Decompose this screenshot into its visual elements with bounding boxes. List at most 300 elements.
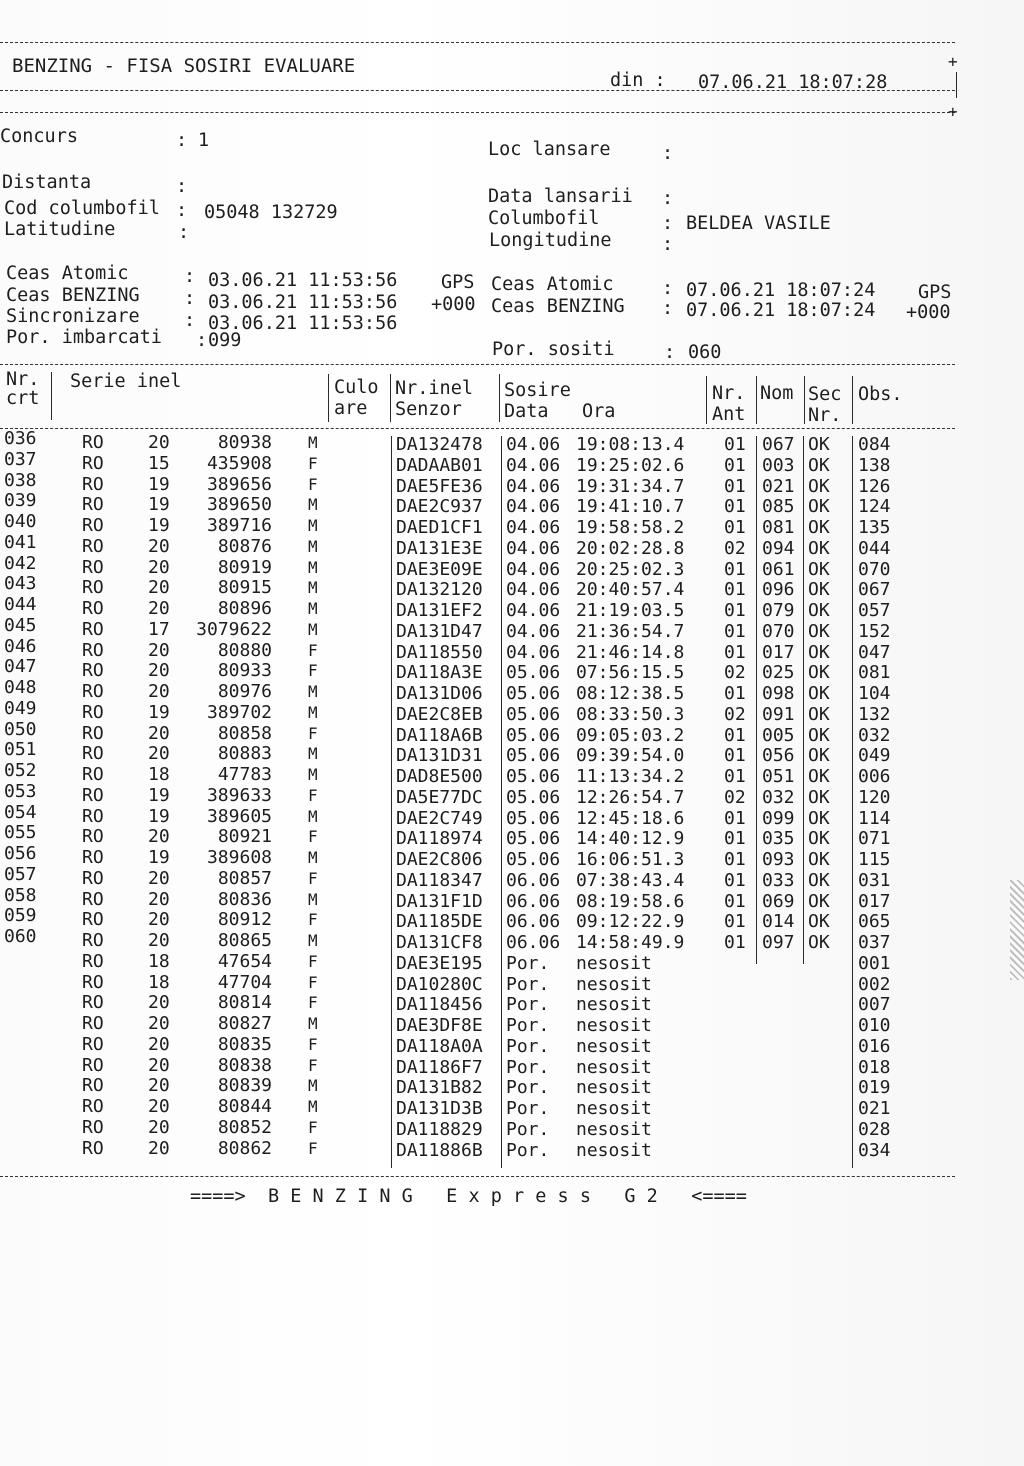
col-divider — [804, 376, 805, 424]
row-sec-nr: OK — [808, 475, 830, 497]
row-ring-number: 80921 — [217, 826, 272, 848]
row-year: 20 — [148, 722, 170, 744]
col-divider — [499, 374, 500, 422]
row-sec-nr: OK — [808, 454, 830, 476]
row-nr-crt: 037 — [4, 448, 37, 470]
row-sosire-data: 04.06 — [506, 517, 561, 538]
body-divider-nom — [756, 436, 757, 964]
row-senzor: DA1185DE — [396, 911, 483, 933]
row-sosire-data: Por. — [506, 1035, 550, 1057]
row-senzor: DA118829 — [396, 1118, 483, 1140]
row-country: RO — [82, 743, 104, 765]
columbofil-label: Columbofil — [488, 208, 600, 229]
row-obs: 115 — [858, 849, 891, 870]
row-sec-nr: OK — [808, 579, 830, 601]
row-year: 20 — [148, 743, 170, 765]
row-nr-ant: 01 — [724, 869, 746, 891]
row-ring-number: 80896 — [217, 598, 272, 619]
row-country: RO — [82, 867, 104, 889]
row-year: 20 — [148, 1033, 170, 1055]
row-nr-crt: 040 — [4, 511, 37, 532]
row-sex: F — [308, 640, 318, 660]
row-senzor: DA118A0A — [396, 1035, 483, 1057]
row-nr-crt: 048 — [4, 677, 37, 698]
row-sosire-ora: 07:56:15.5 — [576, 662, 685, 684]
latitudine-label: Latitudine — [4, 219, 116, 240]
table-bottom-rule — [0, 1176, 955, 1177]
row-senzor: DAE2C8EB — [396, 703, 483, 725]
row-sosire-data: Por. — [506, 952, 550, 974]
row-country: RO — [82, 909, 104, 931]
row-sosire-data: 04.06 — [506, 558, 561, 580]
row-sosire-data: 05.06 — [506, 745, 561, 767]
row-sosire-data: 05.06 — [506, 662, 561, 684]
row-year: 20 — [148, 681, 170, 702]
row-senzor: DA11886B — [396, 1139, 483, 1161]
row-ring-number: 80912 — [217, 909, 272, 931]
row-sex: F — [308, 972, 318, 992]
row-obs: 132 — [858, 703, 891, 725]
row-obs: 071 — [858, 828, 891, 850]
sincronizare-sep: : — [184, 310, 196, 331]
row-obs: 124 — [858, 496, 891, 518]
row-obs: 070 — [858, 558, 891, 580]
columbofil-sep: : — [662, 213, 674, 234]
row-ring-number: 80938 — [217, 432, 272, 453]
row-sosire-ora: nesosit — [576, 973, 652, 995]
row-sosire-data: 05.06 — [506, 766, 561, 787]
row-nom: 067 — [762, 434, 795, 455]
row-year: 20 — [148, 1137, 170, 1159]
row-nr-ant: 02 — [724, 537, 746, 559]
row-country: RO — [82, 1054, 104, 1076]
row-nr-ant: 01 — [724, 517, 746, 538]
row-year: 18 — [148, 950, 170, 972]
row-sosire-data: 05.06 — [506, 786, 561, 808]
row-sex: M — [308, 682, 318, 701]
row-senzor: DA131D47 — [396, 620, 483, 642]
row-sosire-data: Por. — [506, 1118, 550, 1140]
ceas-atomic-sep: : — [184, 266, 196, 287]
row-obs: 037 — [858, 932, 891, 953]
row-sex: F — [308, 723, 318, 743]
row-sec-nr: OK — [808, 890, 830, 912]
row-country: RO — [82, 950, 104, 972]
sincronizare-label: Sincronizare — [6, 306, 140, 327]
ceas-atomic-right-sep: : — [662, 278, 674, 299]
ceas-benzing-sep: : — [184, 288, 196, 309]
ceas-benzing-right-label: Ceas BENZING — [491, 296, 625, 317]
row-senzor: DA131D06 — [396, 683, 483, 704]
ceas-benzing-right-suffix: +000 — [906, 302, 951, 323]
row-senzor: DAE3DF8E — [396, 1015, 483, 1036]
row-sex: M — [308, 889, 318, 909]
row-nr-crt: 039 — [4, 490, 37, 512]
row-sosire-ora: nesosit — [576, 994, 652, 1016]
row-nom: 099 — [762, 807, 795, 829]
row-country: RO — [82, 598, 104, 619]
row-sosire-ora: nesosit — [576, 1077, 652, 1099]
ceas-benzing-right-value: 07.06.21 18:07:24 — [686, 300, 876, 321]
top-rule — [0, 42, 955, 43]
row-obs: 021 — [858, 1098, 891, 1119]
col-obs: Obs. — [858, 384, 903, 405]
row-nom: 093 — [762, 849, 795, 870]
col-nr-ant-line1: Nr. — [712, 383, 746, 404]
row-obs: 028 — [858, 1118, 891, 1140]
row-nr-crt: 053 — [4, 780, 37, 802]
row-sex: F — [308, 993, 318, 1013]
col-divider — [852, 376, 853, 424]
row-ring-number: 389633 — [206, 784, 272, 806]
concurs-value: 1 — [198, 130, 210, 151]
row-senzor: DAE3E09E — [396, 558, 483, 580]
row-nr-crt: 046 — [4, 635, 37, 657]
row-nr-crt: 060 — [4, 926, 37, 947]
row-sosire-data: 04.06 — [506, 475, 561, 497]
row-year: 15 — [148, 452, 170, 474]
row-nr-crt: 057 — [4, 863, 37, 885]
row-senzor: DAE2C937 — [396, 496, 483, 518]
row-country: RO — [82, 784, 104, 806]
row-senzor: DADAAB01 — [396, 454, 483, 476]
row-obs: 114 — [858, 807, 891, 829]
body-divider-sec — [803, 436, 804, 964]
col-nr-crt-line1: Nr. — [6, 369, 40, 390]
row-obs: 031 — [858, 869, 891, 891]
row-nom: 094 — [762, 537, 795, 559]
row-country: RO — [82, 515, 104, 536]
concurs-label: Concurs — [0, 126, 78, 147]
row-ring-number: 389650 — [206, 494, 272, 516]
footer-text: ====> B E N Z I N G E x p r e s s G 2 <==== — [190, 1186, 747, 1207]
row-ring-number: 80838 — [217, 1054, 272, 1076]
row-senzor: DA118347 — [396, 869, 483, 891]
row-sec-nr: OK — [808, 828, 830, 850]
row-nr-ant: 01 — [724, 828, 746, 850]
ceas-atomic-right-label: Ceas Atomic — [491, 274, 614, 295]
row-senzor: DAD8E500 — [396, 766, 483, 787]
row-ring-number: 80857 — [217, 867, 272, 889]
row-ring-number: 80814 — [217, 992, 272, 1014]
row-nom: 081 — [762, 517, 795, 538]
row-sosire-ora: 19:31:34.7 — [576, 475, 685, 497]
row-nr-ant: 02 — [724, 662, 746, 684]
row-country: RO — [82, 639, 104, 661]
row-year: 20 — [148, 432, 170, 453]
row-sosire-ora: 21:19:03.5 — [576, 600, 685, 621]
row-obs: 044 — [858, 537, 891, 559]
col-sec-line1: Sec — [808, 384, 842, 405]
row-sosire-ora: 19:08:13.4 — [576, 434, 685, 455]
row-country: RO — [82, 432, 104, 453]
row-year: 18 — [148, 764, 170, 785]
col-nom: Nom — [760, 383, 794, 404]
row-nr-crt: 052 — [4, 760, 37, 781]
row-country: RO — [82, 1096, 104, 1117]
row-year: 20 — [148, 1116, 170, 1138]
col-data-ora: Data Ora — [504, 401, 616, 422]
row-country: RO — [82, 618, 104, 640]
row-nr-ant: 01 — [724, 579, 746, 601]
row-ring-number: 389608 — [206, 847, 272, 868]
row-nr-ant: 01 — [724, 641, 746, 663]
row-sex: F — [308, 1055, 318, 1075]
row-nr-ant: 01 — [724, 849, 746, 870]
row-ring-number: 80915 — [217, 577, 272, 599]
row-sec-nr: OK — [808, 641, 830, 663]
body-divider-senzor — [391, 436, 392, 1168]
row-nr-crt: 051 — [4, 739, 37, 761]
row-sosire-ora: 19:58:58.2 — [576, 517, 685, 538]
row-senzor: DA118A3E — [396, 662, 483, 684]
frame-corner: + — [948, 52, 958, 71]
row-sosire-ora: 19:41:10.7 — [576, 496, 685, 518]
frame-corner: + — [948, 102, 958, 121]
row-ring-number: 80835 — [217, 1033, 272, 1055]
header-rule-b — [0, 112, 955, 113]
row-sosire-ora: nesosit — [576, 1139, 652, 1161]
frame-edge — [956, 72, 957, 98]
row-senzor: DA131EF2 — [396, 600, 483, 621]
col-divider — [51, 372, 52, 420]
row-nom: 003 — [762, 454, 795, 476]
loc-lansare-label: Loc lansare — [488, 139, 611, 160]
row-sosire-ora: 09:12:22.9 — [576, 911, 685, 933]
row-country: RO — [82, 1013, 104, 1034]
ceas-benzing-value: 03.06.21 11:53:56 — [208, 292, 398, 313]
row-nr-crt: 047 — [4, 656, 37, 678]
row-senzor: DAED1CF1 — [396, 517, 483, 538]
row-year: 20 — [148, 1096, 170, 1117]
row-sosire-data: 05.06 — [506, 849, 561, 870]
row-year: 20 — [148, 1013, 170, 1034]
row-sec-nr: OK — [808, 932, 830, 953]
row-ring-number: 80836 — [217, 888, 272, 910]
row-nr-crt: 049 — [4, 697, 37, 719]
row-sosire-data: 05.06 — [506, 703, 561, 725]
row-sex: M — [308, 599, 318, 618]
row-year: 19 — [148, 805, 170, 827]
por-imbarcati-value: 099 — [208, 330, 242, 351]
row-ring-number: 80876 — [217, 535, 272, 557]
row-sosire-data: 05.06 — [506, 828, 561, 850]
row-nom: 051 — [762, 766, 795, 787]
row-obs: 081 — [858, 662, 891, 684]
table-top-rule — [0, 364, 955, 365]
row-ring-number: 80862 — [217, 1137, 272, 1159]
row-obs: 018 — [858, 1056, 891, 1078]
row-nr-ant: 02 — [724, 786, 746, 808]
cod-columbofil-label: Cod columbofil — [4, 198, 160, 219]
din-label: din : — [610, 70, 666, 91]
row-country: RO — [82, 701, 104, 723]
row-nr-ant: 01 — [724, 745, 746, 767]
row-sex: F — [308, 785, 318, 805]
row-ring-number: 80827 — [217, 1013, 272, 1034]
row-nr-ant: 01 — [724, 911, 746, 933]
row-year: 20 — [148, 826, 170, 848]
row-sex: M — [308, 557, 318, 577]
row-sec-nr: OK — [808, 766, 830, 787]
row-obs: 007 — [858, 994, 891, 1016]
row-nom: 021 — [762, 475, 795, 497]
row-year: 20 — [148, 556, 170, 578]
row-sosire-data: 06.06 — [506, 911, 561, 933]
row-sosire-ora: 11:13:34.2 — [576, 766, 685, 787]
row-ring-number: 3079622 — [196, 618, 272, 640]
row-nr-ant: 01 — [724, 600, 746, 621]
por-imbarcati-sep: : — [196, 330, 208, 351]
por-sositi-value: 060 — [688, 342, 722, 363]
row-senzor: DA118974 — [396, 828, 483, 850]
row-nom: 069 — [762, 890, 795, 912]
row-ring-number: 80844 — [217, 1096, 272, 1117]
loc-lansare-sep: : — [662, 143, 674, 164]
row-ring-number: 47704 — [217, 971, 272, 993]
row-country: RO — [82, 473, 104, 495]
row-senzor: DA118550 — [396, 641, 483, 663]
row-sosire-ora: 20:40:57.4 — [576, 579, 685, 601]
col-serie-inel: Serie inel — [70, 371, 182, 392]
col-sec-line2: Nr. — [808, 405, 842, 426]
col-culoare-line1: Culo — [334, 377, 379, 398]
row-nom: 097 — [762, 932, 795, 953]
row-ring-number: 389656 — [206, 473, 272, 495]
row-sosire-data: Por. — [506, 1056, 550, 1078]
row-obs: 104 — [858, 683, 891, 704]
row-nr-ant: 01 — [724, 932, 746, 953]
distanta-sep: : — [176, 176, 188, 197]
row-nr-ant: 01 — [724, 496, 746, 518]
row-obs: 084 — [858, 434, 891, 455]
row-ring-number: 80858 — [217, 722, 272, 744]
row-nr-ant: 01 — [724, 807, 746, 829]
row-nom: 035 — [762, 828, 795, 850]
row-year: 19 — [148, 494, 170, 516]
row-nom: 091 — [762, 703, 795, 725]
row-ring-number: 80865 — [217, 930, 272, 951]
row-sosire-ora: 09:05:03.2 — [576, 724, 685, 746]
col-senzor: Senzor — [395, 399, 462, 420]
row-sosire-data: 04.06 — [506, 537, 561, 559]
row-ring-number: 389702 — [206, 701, 272, 723]
row-country: RO — [82, 826, 104, 848]
row-sosire-ora: 08:19:58.6 — [576, 890, 685, 912]
row-sosire-data: 04.06 — [506, 600, 561, 621]
row-sex: F — [308, 1034, 318, 1054]
row-nr-ant: 01 — [724, 475, 746, 497]
row-sosire-data: 06.06 — [506, 932, 561, 953]
ceas-atomic-value: 03.06.21 11:53:56 — [208, 270, 398, 291]
row-senzor: DA131B82 — [396, 1077, 483, 1099]
row-sosire-ora: 19:25:02.6 — [576, 454, 685, 476]
row-ring-number: 389716 — [206, 515, 272, 536]
row-sex: M — [308, 1097, 318, 1116]
row-sec-nr: OK — [808, 434, 830, 455]
row-obs: 049 — [858, 745, 891, 767]
row-nr-crt: 044 — [4, 594, 37, 615]
por-imbarcati-label: Por. imbarcati — [6, 327, 162, 348]
ceas-benzing-suffix: +000 — [431, 294, 476, 315]
col-culoare-line2: are — [334, 398, 368, 419]
row-obs: 067 — [858, 579, 891, 601]
row-sosire-ora: 21:46:14.8 — [576, 641, 685, 663]
row-sosire-data: 05.06 — [506, 807, 561, 829]
row-sosire-data: 04.06 — [506, 454, 561, 476]
row-senzor: DA131D31 — [396, 745, 483, 767]
row-year: 20 — [148, 867, 170, 889]
row-year: 20 — [148, 1054, 170, 1076]
col-nr-ant-line2: Ant — [712, 404, 746, 425]
row-nom: 017 — [762, 641, 795, 663]
row-sosire-ora: 07:38:43.4 — [576, 869, 685, 891]
col-divider — [328, 374, 329, 422]
col-sosire: Sosire — [504, 380, 571, 401]
row-obs: 010 — [858, 1015, 891, 1036]
row-country: RO — [82, 1137, 104, 1159]
row-sosire-data: Por. — [506, 1015, 550, 1036]
concurs-sep: : — [176, 130, 188, 151]
row-sec-nr: OK — [808, 683, 830, 704]
row-sosire-data: Por. — [506, 994, 550, 1016]
row-country: RO — [82, 452, 104, 474]
row-sex: F — [308, 827, 318, 847]
row-country: RO — [82, 930, 104, 951]
row-sex: F — [308, 910, 318, 930]
row-nr-crt: 059 — [4, 905, 37, 927]
row-obs: 016 — [858, 1035, 891, 1057]
longitudine-sep: : — [662, 234, 674, 255]
row-sex: M — [308, 578, 318, 598]
row-sosire-data: 05.06 — [506, 683, 561, 704]
ceas-benzing-label: Ceas BENZING — [6, 285, 140, 306]
row-year: 20 — [148, 888, 170, 910]
row-sosire-data: Por. — [506, 1139, 550, 1161]
report-title: BENZING - FISA SOSIRI EVALUARE — [12, 55, 356, 77]
row-year: 20 — [148, 577, 170, 599]
distanta-label: Distanta — [2, 172, 92, 193]
row-year: 19 — [148, 847, 170, 868]
row-country: RO — [82, 681, 104, 702]
col-nr-inel: Nr.inel — [395, 378, 473, 399]
row-sex: M — [308, 536, 318, 556]
row-year: 19 — [148, 701, 170, 723]
row-sex: M — [308, 931, 318, 950]
row-sex: F — [308, 1138, 318, 1158]
row-nr-crt: 054 — [4, 801, 37, 823]
row-sec-nr: OK — [808, 620, 830, 642]
row-sosire-ora: 08:33:50.3 — [576, 703, 685, 725]
row-country: RO — [82, 556, 104, 578]
row-sex: M — [308, 744, 318, 764]
row-sec-nr: OK — [808, 703, 830, 725]
row-senzor: DA1186F7 — [396, 1056, 483, 1078]
row-ring-number: 80852 — [217, 1116, 272, 1138]
row-country: RO — [82, 971, 104, 993]
row-senzor: DA132478 — [396, 434, 483, 455]
row-year: 17 — [148, 618, 170, 640]
row-senzor: DA118A6B — [396, 724, 483, 746]
col-divider — [706, 376, 707, 424]
row-obs: 057 — [858, 600, 891, 621]
data-lansarii-label: Data lansarii — [488, 186, 633, 207]
row-nr-ant: 01 — [724, 620, 746, 642]
row-sec-nr: OK — [808, 869, 830, 891]
row-senzor: DA5E77DC — [396, 786, 483, 808]
row-sosire-data: 06.06 — [506, 890, 561, 912]
row-sex: F — [308, 868, 318, 888]
